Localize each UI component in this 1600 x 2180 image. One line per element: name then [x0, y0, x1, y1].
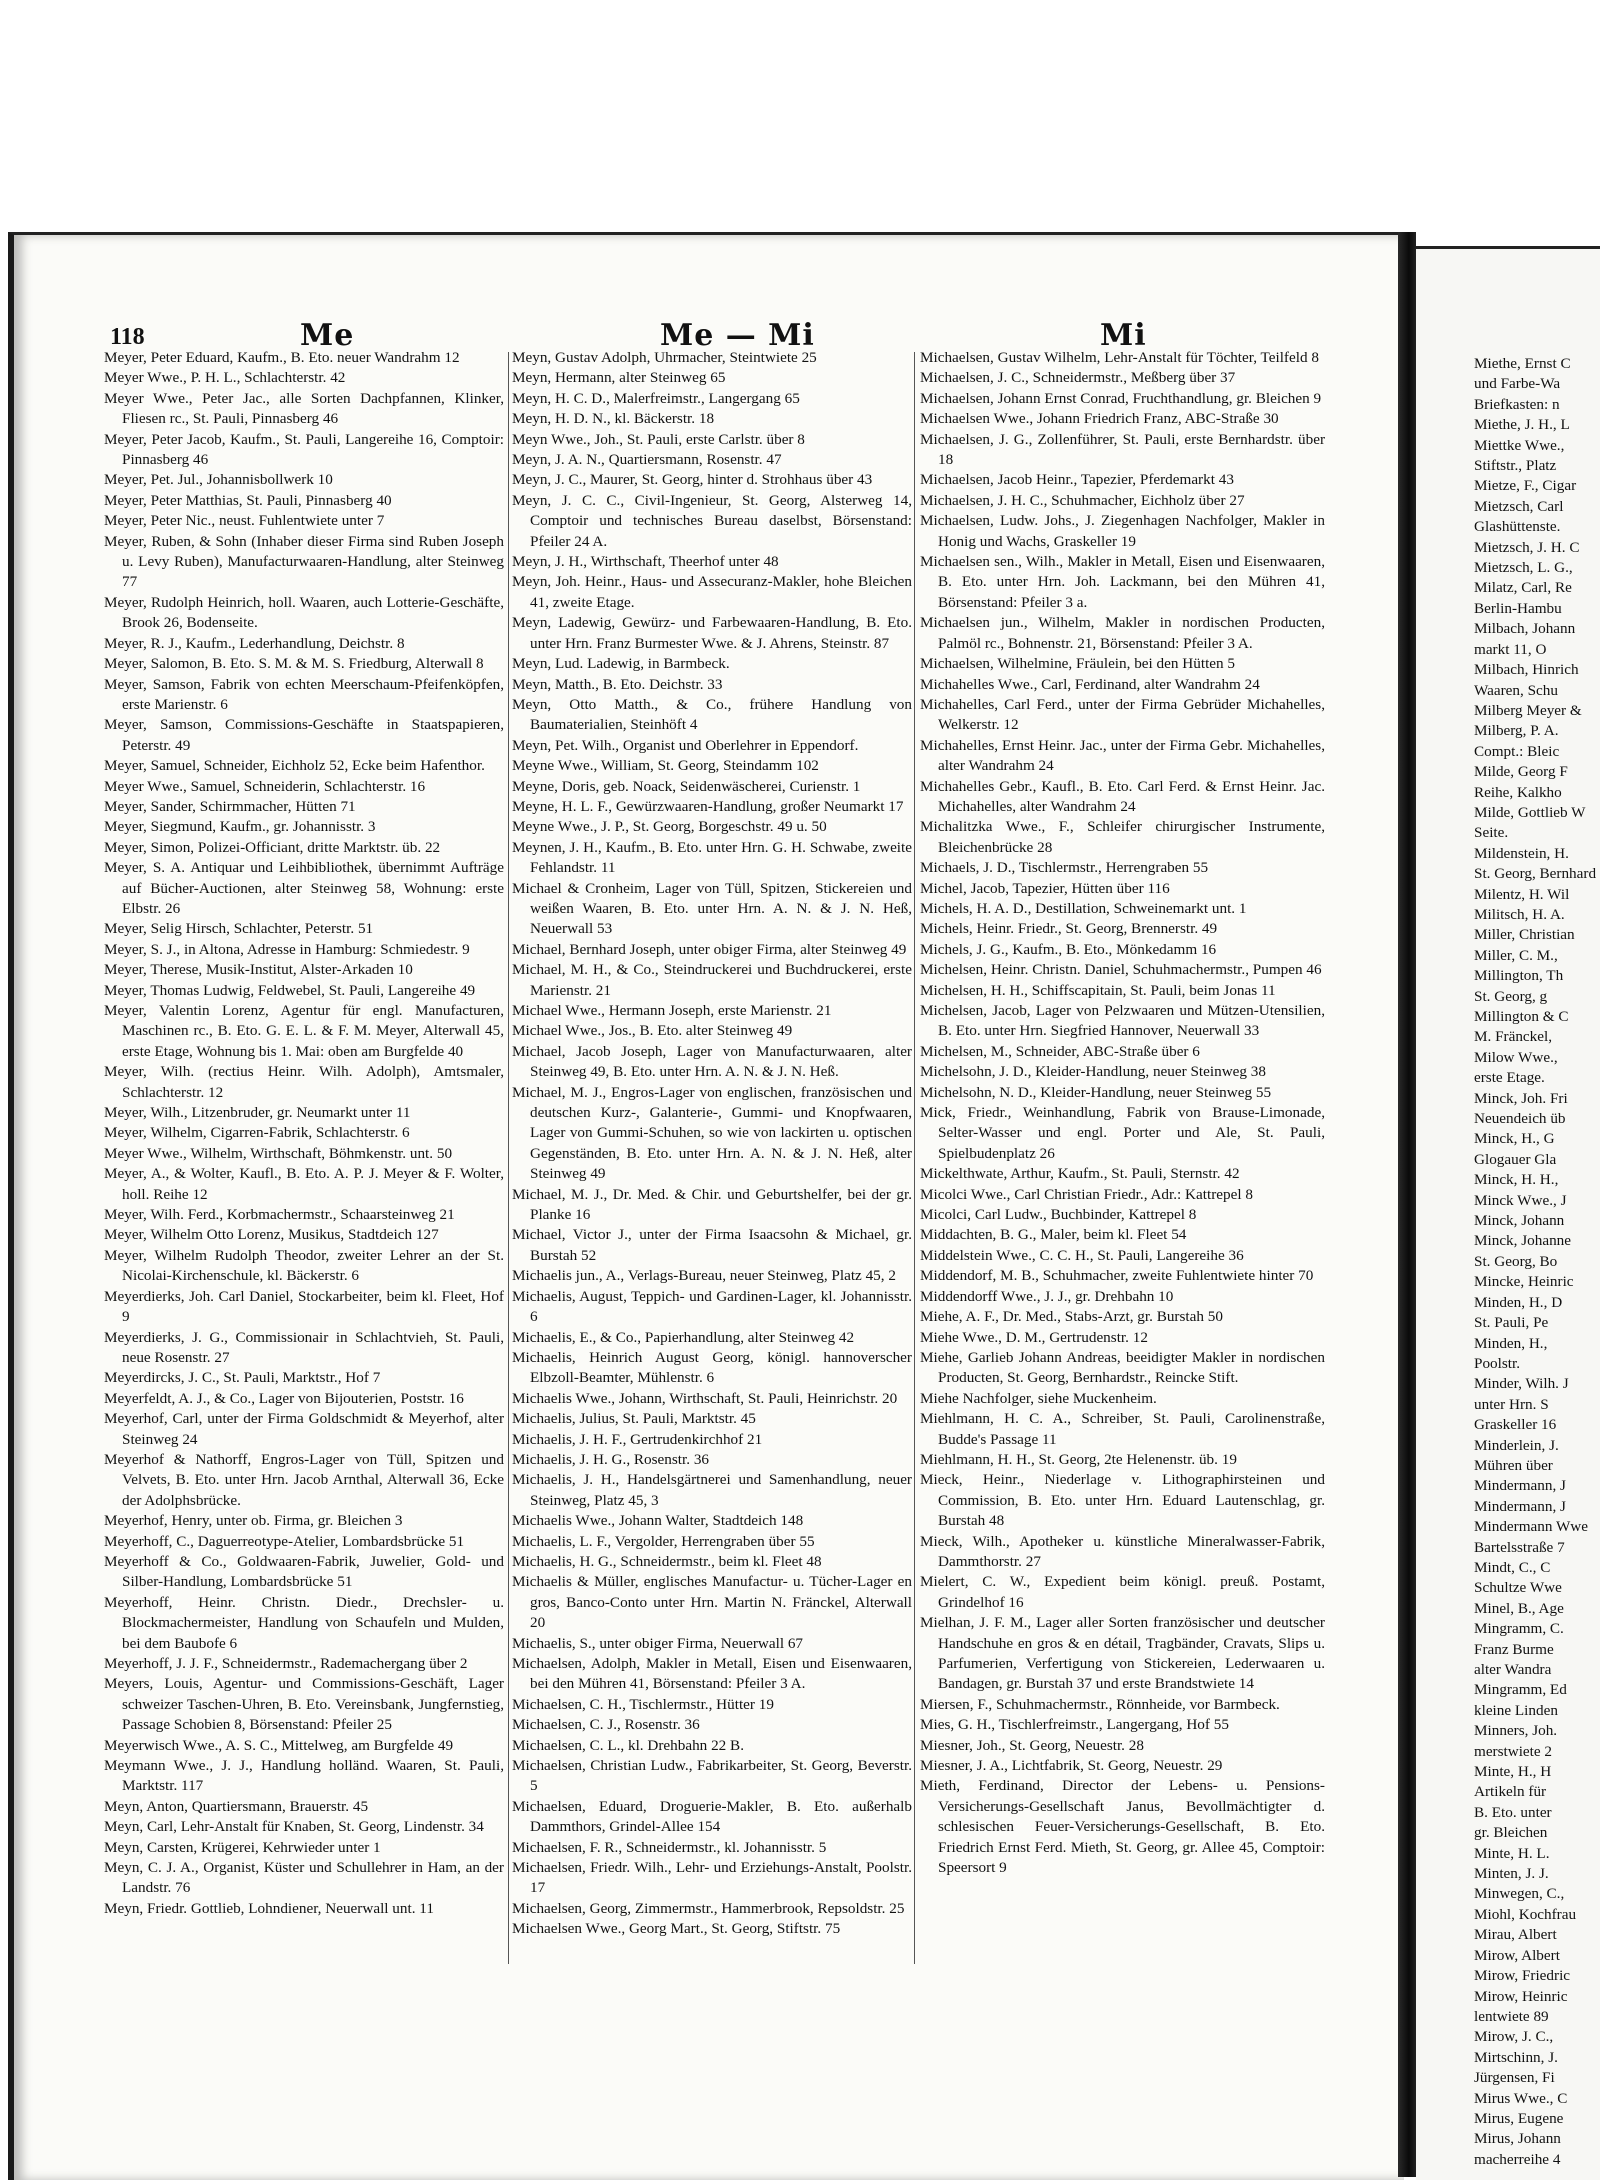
directory-entry: Meyer, Thomas Ludwig, Feldwebel, St. Pauli, Langereihe 49 — [104, 981, 476, 999]
next-page-entry-fragment: Seite. — [1474, 824, 1509, 842]
directory-entry: Meyer, Samuel, Schneider, Eichholz 52, Ecke beim Hafenthor. — [104, 757, 485, 775]
next-page-entry-fragment: Militsch, H. A. — [1474, 905, 1565, 923]
directory-entry: Meyn, Friedr. Gottlieb, Lohndiener, Neuerwall unt. 11 — [104, 1899, 434, 1917]
next-page-entry-fragment: Miohl, Kochfrau — [1474, 1905, 1577, 1923]
next-page-entry-fragment: Miller, Christian — [1474, 926, 1575, 944]
next-page-entry-fragment: Mindermann Wwe — [1474, 1518, 1589, 1536]
directory-entry: Michaelis & Müller, englisches Manufactur- u. Tücher-Lager en gros, Banco-Conto unter Hrn. Martin N. Fränckel, Alterwall 20 — [512, 1573, 912, 1632]
directory-entry: Meyer, Peter Nic., neust. Fuhlentwiete unter 7 — [104, 512, 385, 530]
next-page-entry-fragment: Berlin-Hambu — [1474, 599, 1562, 617]
directory-entry: Meyer, S. A. Antiquar und Leihbibliothek, übernimmt Aufträge auf Bücher-Auctionen, alter Steinweg 58, Wohnung: erste Elbstr. 26 — [104, 859, 504, 917]
next-page-entry-fragment: Schultze Wwe — [1474, 1579, 1562, 1597]
directory-entry: Meyn, J. A. N., Quartiersmann, Rosenstr. 47 — [512, 451, 782, 469]
directory-entry: Michaelis, E., & Co., Papierhandlung, alter Steinweg 42 — [512, 1328, 855, 1346]
next-page-entry-fragment: lentwiete 89 — [1474, 2007, 1549, 2025]
directory-entry: Meyerdierks, Joh. Carl Daniel, Stockarbeiter, beim kl. Fleet, Hof 9 — [104, 1287, 504, 1326]
directory-entry: Michael Wwe., Hermann Joseph, erste Marienstr. 21 — [512, 1002, 832, 1019]
next-page-entry-fragment: Millington, Th — [1474, 967, 1564, 985]
next-page-entry-fragment: Minck, Johanne — [1474, 1232, 1572, 1250]
next-page-entry-fragment: Minners, Joh. — [1474, 1722, 1558, 1740]
next-page-entry-fragment: Mirus, Eugene — [1474, 2109, 1564, 2127]
directory-entry: Meyn, Carsten, Krügerei, Kehrwieder unter 1 — [104, 1838, 381, 1856]
directory-entry: Meyerhof & Nathorff, Engros-Lager von Tüll, Spitzen und Velvets, B. Eto. unter Hrn. Jacob Arnthal, Alterwall 36, Ecke der Adolphsbrücke. — [104, 1450, 504, 1509]
directory-entry: Meyerwisch Wwe., A. S. C., Mittelweg, am Burgfelde 49 — [104, 1736, 454, 1754]
next-page-entry-fragment: Milentz, H. Wil — [1474, 885, 1570, 903]
next-page-entry-fragment: Mindermann, J — [1474, 1497, 1566, 1515]
next-page-entry-fragment: Mindt, C., C — [1474, 1558, 1551, 1576]
directory-entry: Miehlmann, H. C. A., Schreiber, St. Pauli, Carolinenstraße, Budde's Passage 11 — [920, 1410, 1325, 1448]
directory-entry: Meyers, Louis, Agentur- und Commissions-Geschäft, Lager schweizer Taschen-Uhren, B. Eto. Vereinsbank, Jungfernstieg, Passage Schobien 8, Börsenstand: Pfeiler 25 — [104, 1675, 504, 1734]
directory-entry: Meyer, Selig Hirsch, Schlachter, Peterstr. 51 — [104, 920, 374, 938]
directory-entry: Michelsen, Heinr. Christn. Daniel, Schuhmachermstr., Pumpen 46 — [920, 961, 1322, 979]
next-page-entry-fragment: kleine Linden — [1474, 1701, 1558, 1719]
directory-entry: Meyer, Pet. Jul., Johannisbollwerk 10 — [104, 471, 333, 489]
next-page-entry-fragment: Mingramm, Ed — [1474, 1681, 1567, 1699]
running-head-left: Me — [300, 318, 355, 353]
directory-entry: Meyn, J. H., Wirthschaft, Theerhof unter 48 — [512, 553, 779, 571]
next-page-entry-fragment: Mingramm, C. — [1474, 1620, 1564, 1638]
directory-entry: Mielert, C. W., Expedient beim königl. preuß. Postamt, Grindelhof 16 — [920, 1573, 1325, 1611]
directory-entry: Meyn, H. D. N., kl. Bäckerstr. 18 — [512, 410, 715, 428]
directory-entry: Michael, Jacob Joseph, Lager von Manufacturwaaren, alter Steinweg 49, B. Eto. unter Hrn. A. N. & J. N. Heß. — [512, 1042, 912, 1081]
next-page-entry-fragment: Miller, C. M., — [1474, 946, 1558, 964]
next-page-entry-fragment: Mietzsch, L. G., — [1474, 559, 1573, 577]
directory-entry: Meyer, Peter Eduard, Kaufm., B. Eto. neuer Wandrahm 12 — [104, 349, 460, 366]
directory-entry: Miehe, A. F., Dr. Med., Stabs-Arzt, gr. Burstah 50 — [920, 1308, 1223, 1326]
directory-entry: Meyer, Wilhelm, Cigarren-Fabrik, Schlachterstr. 6 — [104, 1124, 410, 1142]
directory-entry: Meyn, Pet. Wilh., Organist und Oberlehrer in Eppendorf. — [512, 736, 859, 754]
column-rule — [508, 352, 509, 1964]
directory-entry: Meyer, S. J., in Altona, Adresse in Hamburg: Schmiedestr. 9 — [104, 940, 470, 958]
next-page-entry-fragment: und Farbe-Wa — [1474, 375, 1561, 393]
directory-entry: Mick, Friedr., Weinhandlung, Fabrik von Brause-Limonade, Selter-Wasser und engl. Porter und Ale, St. Pauli, Spielbudenplatz 26 — [920, 1104, 1325, 1162]
directory-entry: Michaelis, J. H. F., Gertrudenkirchhof 21 — [512, 1430, 763, 1448]
directory-entry: Meymann Wwe., J. J., Handlung holländ. Waaren, St. Pauli, Marktstr. 117 — [104, 1757, 504, 1795]
next-page-entry-fragment: Milberg, P. A. — [1474, 722, 1559, 740]
next-page-entry-fragment: M. Fränckel, — [1474, 1028, 1553, 1046]
directory-entry: Michaelsen, F. R., Schneidermstr., kl. Johannisstr. 5 — [512, 1838, 827, 1856]
directory-entry: Mieth, Ferdinand, Director der Lebens- u. Pensions-Versicherungs-Gesellschaft Janus, Bevollmächtigter d. schlesischen Feuer-Versicherungs-Gesellschaft, B. Eto. Friedrich Ernst Ferd. Mieth, St. Georg, gr. Allee 45, Comptoir: Speersort 9 — [920, 1777, 1325, 1877]
next-page-entry-fragment: Mildenstein, H. — [1474, 844, 1569, 862]
directory-entry: Michaelsen, J. H. C., Schuhmacher, Eichholz über 27 — [920, 491, 1245, 509]
next-page-entry-fragment: Minte, H., H — [1474, 1763, 1552, 1781]
next-page-entry-fragment: Franz Burme — [1474, 1640, 1554, 1658]
directory-entry: Meyerhoff, C., Daguerreotype-Atelier, Lombardsbrücke 51 — [104, 1532, 465, 1550]
directory-entry: Michahelles, Carl Ferd., unter der Firma Gebrüder Michahelles, Welkerstr. 12 — [920, 695, 1325, 734]
directory-entry: Michael & Cronheim, Lager von Tüll, Spitzen, Stickereien und weißen Waaren, B. Eto. unter Hrn. A. N. & J. N. Heß, Neuerwall 53 — [512, 879, 912, 938]
directory-entry: Meyer Wwe., Wilhelm, Wirthschaft, Böhmkenstr. unt. 50 — [104, 1144, 453, 1162]
next-page-entry-fragment: Minden, H., D — [1474, 1293, 1563, 1311]
book-gutter — [1398, 232, 1416, 2177]
next-page-entry-fragment: Minck, Johann — [1474, 1212, 1565, 1230]
directory-entry: Michaelis, J. H. G., Rosenstr. 36 — [512, 1450, 710, 1468]
next-page-entry-fragment: Millington & C — [1474, 1008, 1569, 1025]
directory-entry: Meyer, Wilhelm Rudolph Theodor, zweiter Lehrer an der St. Nicolai-Kirchenschule, kl. Bäckerstr. 6 — [104, 1246, 504, 1285]
next-page-entry-fragment: Minte, H. L. — [1474, 1844, 1550, 1862]
directory-entry: Middelstein Wwe., C. C. H., St. Pauli, Langereihe 36 — [920, 1246, 1244, 1264]
next-page-entry-fragment: Milberg Meyer & — [1474, 701, 1582, 719]
directory-entry: Meyer, R. J., Kaufm., Lederhandlung, Deichstr. 8 — [104, 634, 405, 652]
next-page-entry-fragment: Stiftstr., Platz — [1474, 457, 1557, 475]
directory-column-1 — [104, 348, 504, 1919]
directory-entry: Meyerfeldt, A. J., & Co., Lager von Bijouterien, Poststr. 16 — [104, 1389, 464, 1407]
directory-entry: Michaelsen Wwe., Georg Mart., St. Georg, Stiftstr. 75 — [512, 1920, 841, 1938]
directory-entry: Meyer, Wilh. Ferd., Korbmachermstr., Schaarsteinweg 21 — [104, 1206, 455, 1224]
directory-entry: Michaelis, S., unter obiger Firma, Neuerwall 67 — [512, 1634, 804, 1652]
next-page-entry-fragment: Compt.: Bleic — [1474, 742, 1560, 760]
directory-entry: Meyerhoff, Heinr. Christn. Diedr., Drechsler- u. Blockmachermeister, Handlung von Schaufeln und Mulden, bei dem Baubofe 6 — [104, 1593, 504, 1652]
directory-entry: Michaelsen, C. J., Rosenstr. 36 — [512, 1716, 700, 1734]
directory-entry: Meyn, J. C., Maurer, St. Georg, hinter d. Strohhaus über 43 — [512, 471, 873, 489]
directory-entry: Middachten, B. G., Maler, beim kl. Fleet 54 — [920, 1226, 1187, 1244]
next-page-entry-fragment: Minck, H. H., — [1474, 1171, 1559, 1189]
directory-entry: Michaelsen, Johann Ernst Conrad, Fruchthandlung, gr. Bleichen 9 — [920, 389, 1322, 407]
directory-entry: Meyn, H. C. D., Malerfreimstr., Langergang 65 — [512, 389, 800, 407]
next-page-entry-fragment: Miethe, J. H., L — [1474, 416, 1570, 434]
directory-entry: Michaelsen, Adolph, Makler in Metall, Eisen und Eisenwaaren, bei den Mühren 41, Börsenstand: Pfeiler 3 A. — [512, 1655, 912, 1693]
directory-entry: Meyer, Rudolph Heinrich, holl. Waaren, auch Lotterie-Geschäfte, Brook 26, Bodenseite. — [104, 593, 504, 632]
directory-entry: Michaels, J. D., Tischlermstr., Herrengraben 55 — [920, 859, 1209, 877]
directory-entry: Miehe, Garlieb Johann Andreas, beeidigter Makler in nordischen Producten, St. Georg, Bernhardstr., Reincke Stift. — [920, 1348, 1325, 1387]
directory-entry: Miesner, Joh., St. Georg, Neuestr. 28 — [920, 1736, 1144, 1754]
directory-entry: Michael Wwe., Jos., B. Eto. alter Steinweg 49 — [512, 1022, 793, 1040]
next-page-entry-fragment: Miethe, Ernst C — [1474, 355, 1571, 372]
directory-entry: Michaelis, August, Teppich- und Gardinen-Lager, kl. Johannisstr. 6 — [512, 1287, 912, 1326]
next-page-entry-fragment: Glogauer Gla — [1474, 1150, 1557, 1168]
directory-entry: Meynen, J. H., Kaufm., B. Eto. unter Hrn. G. H. Schwabe, zweite Fehlandstr. 11 — [512, 838, 912, 877]
directory-entry: Michael, M. J., Dr. Med. & Chir. und Geburtshelfer, bei der gr. Planke 16 — [512, 1185, 912, 1224]
directory-entry: Meyne, H. L. F., Gewürzwaaren-Handlung, großer Neumarkt 17 — [512, 797, 904, 815]
next-page-entry-fragment: Milde, Gottlieb W — [1474, 803, 1586, 821]
directory-entry: Michaelsen, Georg, Zimmermstr., Hammerbrook, Repsoldstr. 25 — [512, 1899, 905, 1917]
directory-entry: Michaelis, Julius, St. Pauli, Marktstr. 45 — [512, 1410, 756, 1428]
directory-entry: Michalitzka Wwe., F., Schleifer chirurgischer Instrumente, Bleichenbrücke 28 — [920, 818, 1325, 856]
next-page-entry-fragment: Briefkasten: n — [1474, 395, 1560, 413]
next-page-entry-fragment: Mietze, F., Cigar — [1474, 477, 1577, 495]
next-page-edge — [1416, 246, 1600, 2180]
directory-entry: Mieck, Wilh., Apotheker u. künstliche Mineralwasser-Fabrik, Dammthorstr. 27 — [920, 1532, 1325, 1570]
next-page-entry-fragment: markt 11, O — [1474, 640, 1547, 658]
directory-entry: Michaelsen jun., Wilhelm, Makler in nordischen Producten, Palmöl rc., Bohnenstr. 21, Börsenstand: Pfeiler 3 A. — [920, 614, 1325, 652]
directory-entry: Meyer, Samson, Commissions-Geschäfte in Staatspapieren, Peterstr. 49 — [104, 716, 504, 754]
page-number: 118 — [110, 324, 145, 350]
directory-entry: Miehe Nachfolger, siehe Muckenheim. — [920, 1389, 1157, 1407]
next-page-entry-fragment: unter Hrn. S — [1474, 1395, 1549, 1413]
directory-entry: Michelsen, H. H., Schiffscapitain, St. Pauli, beim Jonas 11 — [920, 981, 1276, 999]
directory-entry: Michaelsen, C. L., kl. Drehbahn 22 B. — [512, 1736, 744, 1754]
directory-entry: Meyer Wwe., Samuel, Schneiderin, Schlachterstr. 16 — [104, 777, 426, 795]
directory-entry: Michahelles Wwe., Carl, Ferdinand, alter Wandrahm 24 — [920, 675, 1260, 693]
directory-entry: Meyn, C. J. A., Organist, Küster und Schullehrer in Ham, an der Landstr. 76 — [104, 1859, 504, 1897]
directory-entry: Meyn, Anton, Quartiersmann, Brauerstr. 45 — [104, 1797, 369, 1815]
directory-entry: Meyn, Hermann, alter Steinweg 65 — [512, 369, 726, 387]
running-head-center: Me — Mi — [660, 318, 815, 353]
directory-entry: Middendorf, M. B., Schuhmacher, zweite Fuhlentwiete hinter 70 — [920, 1267, 1314, 1285]
next-page-entry-fragment: Mirow, Friedric — [1474, 1967, 1571, 1985]
directory-entry: Meyn, Ladewig, Gewürz- und Farbewaaren-Handlung, B. Eto. unter Hrn. Franz Burmester Wwe. & J. Ahrens, Steinstr. 87 — [512, 614, 912, 652]
next-page-entry-fragment: Minel, B., Age — [1474, 1599, 1564, 1617]
next-page-entry-fragment: Neuendeich üb — [1474, 1110, 1566, 1128]
next-page-entry-fragment: Mietzsch, Carl — [1474, 497, 1564, 515]
directory-entry: Meyer, Samson, Fabrik von echten Meerschaum-Pfeifenköpfen, erste Marienstr. 6 — [104, 675, 504, 713]
directory-entry: Meyer Wwe., P. H. L., Schlachterstr. 42 — [104, 369, 346, 387]
directory-entry: Meyer, Wilh. (rectius Heinr. Wilh. Adolph), Amtsmaler, Schlachterstr. 12 — [104, 1063, 504, 1101]
scan-background — [0, 0, 1600, 232]
directory-entry: Meyer, Wilh., Litzenbruder, gr. Neumarkt unter 11 — [104, 1104, 411, 1122]
directory-entry: Miehlmann, H. H., St. Georg, 2te Helenenstr. üb. 19 — [920, 1450, 1237, 1468]
directory-entry: Meyer, Valentin Lorenz, Agentur für engl. Manufacturen, Maschinen rc., B. Eto. G. E. L. & F. M. Meyer, Alterwall 45, erste Etage, Wohnung bis 1. Mai: oben am Burgfelde 40 — [104, 1002, 504, 1060]
directory-entry: Michelsohn, J. D., Kleider-Handlung, neuer Steinweg 38 — [920, 1063, 1266, 1081]
directory-entry: Michael, Victor J., unter der Firma Isaacsohn & Michael, gr. Burstah 52 — [512, 1226, 912, 1264]
next-page-entry-fragment: Mirow, Heinric — [1474, 1987, 1568, 2005]
column-rule — [914, 352, 915, 1964]
directory-entry: Michels, Heinr. Friedr., St. Georg, Brennerstr. 49 — [920, 920, 1218, 938]
directory-entry: Micolci Wwe., Carl Christian Friedr., Adr.: Kattrepel 8 — [920, 1185, 1253, 1203]
next-page-entry-fragment: Minder, Wilh. J — [1474, 1375, 1569, 1393]
next-page-entry-fragment: Mirus Wwe., C — [1474, 2089, 1568, 2107]
directory-entry: Michaelis, J. H., Handelsgärtnerei und Samenhandlung, neuer Steinweg, Platz 45, 3 — [512, 1471, 912, 1509]
directory-entry: Miesner, J. A., Lichtfabrik, St. Georg, Neuestr. 29 — [920, 1757, 1223, 1775]
directory-entry: Michaelsen, Christian Ludw., Fabrikarbeiter, St. Georg, Beverstr. 5 — [512, 1757, 912, 1795]
next-page-entry-fragment: Miettke Wwe., — [1474, 436, 1565, 454]
directory-entry: Michaelis Wwe., Johann, Wirthschaft, St. Pauli, Heinrichstr. 20 — [512, 1389, 898, 1407]
directory-entry: Michaelsen, Ludw. Johs., J. Ziegenhagen Nachfolger, Makler in Honig und Wachs, Graskeller 19 — [920, 512, 1325, 550]
next-page-entry-fragment: Poolstr. — [1474, 1354, 1520, 1372]
directory-entry: Meyn, J. C. C., Civil-Ingenieur, St. Georg, Alsterweg 14, Comptoir und technisches Bureau daselbst, Börsenstand: Pfeiler 24 A. — [512, 491, 912, 550]
directory-entry: Michaelsen, Jacob Heinr., Tapezier, Pferdemarkt 43 — [920, 471, 1234, 489]
directory-entry: Mickelthwate, Arthur, Kaufm., St. Pauli, Sternstr. 42 — [920, 1165, 1240, 1183]
directory-entry: Michahelles Gebr., Kaufl., B. Eto. Carl Ferd. & Ernst Heinr. Jac. Michahelles, alter Wandrahm 24 — [920, 777, 1325, 815]
next-page-entry-fragment: St. Pauli, Pe — [1474, 1314, 1549, 1332]
directory-entry: Michels, J. G., Kaufm., B. Eto., Mönkedamm 16 — [920, 940, 1217, 958]
next-page-entry-fragment: Mietzsch, J. H. C — [1474, 538, 1580, 556]
directory-entry: Meyne, Doris, geb. Noack, Seidenwäscherei, Curienstr. 1 — [512, 777, 861, 795]
next-page-entry-fragment: Mindermann, J — [1474, 1477, 1566, 1495]
next-page-column — [1474, 354, 1600, 2170]
directory-entry: Meyerhoff, J. J. F., Schneidermstr., Rademachergang über 2 — [104, 1655, 468, 1672]
next-page-entry-fragment: macherreihe 4 — [1474, 2150, 1561, 2168]
directory-entry: Michaelis, L. F., Vergolder, Herrengraben über 55 — [512, 1532, 815, 1550]
directory-entry: Meyn Wwe., Joh., St. Pauli, erste Carlstr. über 8 — [512, 430, 805, 448]
next-page-entry-fragment: Minck, H., G — [1474, 1130, 1555, 1148]
next-page-entry-fragment: Milatz, Carl, Re — [1474, 579, 1572, 597]
directory-entry: Meyn, Joh. Heinr., Haus- und Assecuranz-Makler, hohe Bleichen 41, zweite Etage. — [512, 573, 912, 611]
directory-entry: Meyer, Wilhelm Otto Lorenz, Musikus, Stadtdeich 127 — [104, 1226, 439, 1244]
directory-entry: Meyerhof, Henry, unter ob. Firma, gr. Bleichen 3 — [104, 1512, 403, 1530]
directory-entry: Michael, M. H., & Co., Steindruckerei und Buchdruckerei, erste Marienstr. 21 — [512, 961, 912, 999]
directory-entry: Michelsohn, N. D., Kleider-Handlung, neuer Steinweg 55 — [920, 1083, 1272, 1101]
directory-entry: Meyn, Carl, Lehr-Anstalt für Knaben, St. Georg, Lindenstr. 34 — [104, 1818, 484, 1836]
directory-entry: Micolci, Carl Ludw., Buchbinder, Kattrepel 8 — [920, 1206, 1197, 1224]
directory-entry: Michels, H. A. D., Destillation, Schweinemarkt unt. 1 — [920, 899, 1247, 917]
next-page-entry-fragment: Minck, Joh. Fri — [1474, 1089, 1568, 1107]
directory-entry: Michaelsen, C. H., Tischlermstr., Hütter 19 — [512, 1695, 774, 1713]
next-page-entry-fragment: Milde, Georg F — [1474, 763, 1568, 781]
next-page-entry-fragment: Waaren, Schu — [1474, 681, 1558, 699]
directory-entry: Meyer, Peter Matthias, St. Pauli, Pinnasberg 40 — [104, 491, 392, 509]
next-page-entry-fragment: Minten, J. J. — [1474, 1865, 1549, 1883]
directory-entry: Michelsen, M., Schneider, ABC-Straße über 6 — [920, 1042, 1200, 1060]
directory-entry: Michaelis jun., A., Verlags-Bureau, neuer Steinweg, Platz 45, 2 — [512, 1267, 896, 1285]
next-page-entry-fragment: Mirow, Albert — [1474, 1946, 1560, 1964]
next-page-entry-fragment: Glashüttenste. — [1474, 518, 1561, 536]
directory-entry: Meyerhof, Carl, unter der Firma Goldschmidt & Meyerhof, alter Steinweg 24 — [104, 1410, 504, 1448]
directory-entry: Michelsen, Jacob, Lager von Pelzwaaren und Mützen-Utensilien, B. Eto. unter Hrn. Siegfried Hannover, Neuerwall 33 — [920, 1002, 1325, 1040]
directory-entry: Middendorff Wwe., J. J., gr. Drehbahn 10 — [920, 1287, 1174, 1305]
directory-entry: Meyer, Sander, Schirmmacher, Hütten 71 — [104, 797, 356, 815]
next-page-entry-fragment: Mirau, Albert — [1474, 1926, 1557, 1944]
directory-entry: Meyer, Therese, Musik-Institut, Alster-Arkaden 10 — [104, 961, 413, 979]
next-page-entry-fragment: Minden, H., — [1474, 1334, 1548, 1352]
directory-entry: Michaelsen, Friedr. Wilh., Lehr- und Erziehungs-Anstalt, Poolstr. 17 — [512, 1859, 912, 1897]
running-head-right: Mi — [1100, 318, 1147, 353]
directory-column-2 — [512, 348, 912, 1940]
next-page-entry-fragment: B. Eto. unter — [1474, 1803, 1552, 1821]
directory-entry: Meyer, A., & Wolter, Kaufl., B. Eto. A. P. J. Meyer & F. Wolter, holl. Reihe 12 — [104, 1165, 504, 1203]
directory-entry: Michaelsen, J. C., Schneidermstr., Meßberg über 37 — [920, 369, 1236, 387]
directory-entry: Michaelsen, Wilhelmine, Fräulein, bei den Hütten 5 — [920, 655, 1236, 673]
next-page-entry-fragment: merstwiete 2 — [1474, 1742, 1553, 1760]
directory-entry: Meyn, Otto Matth., & Co., frühere Handlung von Baumaterialien, Steinhöft 4 — [512, 695, 912, 734]
directory-entry: Michel, Jacob, Tapezier, Hütten über 116 — [920, 879, 1170, 897]
directory-entry: Michaelsen, Gustav Wilhelm, Lehr-Anstalt für Töchter, Teilfeld 8 — [920, 349, 1319, 366]
directory-column-3 — [920, 348, 1325, 1878]
next-page-entry-fragment: Mirtschinn, J. — [1474, 2048, 1558, 2066]
next-page-entry-fragment: St. Georg, g — [1474, 987, 1548, 1005]
next-page-entry-fragment: Artikeln für — [1474, 1783, 1547, 1801]
directory-entry: Meyn, Matth., B. Eto. Deichstr. 33 — [512, 675, 723, 693]
directory-entry: Michaelis Wwe., Johann Walter, Stadtdeich 148 — [512, 1512, 804, 1530]
next-page-entry-fragment: Jürgensen, Fi — [1474, 2069, 1555, 2087]
directory-entry: Meyer, Peter Jacob, Kaufm., St. Pauli, Langereihe 16, Comptoir: Pinnasberg 46 — [104, 430, 504, 469]
directory-entry: Meyerdircks, J. C., St. Pauli, Marktstr., Hof 7 — [104, 1369, 381, 1387]
next-page-entry-fragment: Minwegen, C., — [1474, 1885, 1565, 1903]
directory-entry: Michaelsen Wwe., Johann Friedrich Franz, ABC-Straße 30 — [920, 410, 1279, 428]
directory-entry: Michaelis, H. G., Schneidermstr., beim kl. Fleet 48 — [512, 1552, 822, 1570]
directory-entry: Miehe Wwe., D. M., Gertrudenstr. 12 — [920, 1328, 1148, 1346]
next-page-entry-fragment: erste Etage. — [1474, 1069, 1545, 1087]
next-page-entry-fragment: alter Wandra — [1474, 1661, 1552, 1678]
next-page-entry-fragment: Mirus, Johann — [1474, 2130, 1561, 2148]
directory-entry: Meyer, Siegmund, Kaufm., gr. Johannisstr. 3 — [104, 818, 376, 836]
directory-entry: Meyn, Gustav Adolph, Uhrmacher, Steintwiete 25 — [512, 349, 817, 366]
next-page-entry-fragment: Bartelsstraße 7 — [1474, 1538, 1565, 1556]
directory-entry: Mielhan, J. F. M., Lager aller Sorten französischer und deutscher Handschuhe en gros & en détail, Tragbänder, Cravats, Slips u. Parfumerien, Verfertigung von Stickereien, Lederwaaren u. Bandagen, gr. Burstah 37 und erste Brandstwiete 14 — [920, 1614, 1325, 1693]
directory-entry: Meyn, Lud. Ladewig, in Barmbeck. — [512, 655, 730, 673]
directory-entry: Meyer, Simon, Polizei-Officiant, dritte Marktstr. üb. 22 — [104, 838, 441, 856]
next-page-entry-fragment: Mirow, J. C., — [1474, 2028, 1554, 2046]
directory-entry: Meyer, Ruben, & Sohn (Inhaber dieser Firma sind Ruben Joseph u. Levy Ruben), Manufacturwaaren-Handlung, alter Steinweg 77 — [104, 532, 504, 591]
directory-entry: Meyerhoff & Co., Goldwaaren-Fabrik, Juwelier, Gold- und Silber-Handlung, Lombardsbrücke 51 — [104, 1552, 504, 1591]
next-page-entry-fragment: Minck Wwe., J — [1474, 1191, 1567, 1209]
directory-entry: Michaelis, Heinrich August Georg, königl. hannoverscher Elbzoll-Beamter, Mühlenstr. 6 — [512, 1348, 912, 1387]
directory-entry: Miersen, F., Schuhmachermstr., Rönnheide, vor Barmbeck. — [920, 1695, 1280, 1713]
directory-entry: Michahelles, Ernst Heinr. Jac., unter der Firma Gebr. Michahelles, alter Wandrahm 24 — [920, 736, 1325, 775]
next-page-entry-fragment: Minderlein, J. — [1474, 1436, 1559, 1454]
directory-entry: Michael, Bernhard Joseph, unter obiger Firma, alter Steinweg 49 — [512, 940, 907, 958]
next-page-entry-fragment: Reihe, Kalkho — [1474, 783, 1562, 801]
directory-entry: Michael, M. J., Engros-Lager von englischen, französischen und deutschen Kurz-, Galanterie-, Gummi- und Knopfwaaren, Lager von Gummi-Schuhen, so wie von lackirten u. optischen Gegenständen, B. Eto. unter Hrn. A. N. & J. N. Heß, alter Steinweg 49 — [512, 1083, 912, 1183]
next-page-entry-fragment: Milow Wwe., — [1474, 1048, 1558, 1066]
next-page-entry-fragment: Mincke, Heinric — [1474, 1273, 1574, 1291]
next-page-entry-fragment: St. Georg, Bo — [1474, 1252, 1558, 1270]
next-page-entry-fragment: Milbach, Johann — [1474, 620, 1576, 638]
directory-entry: Mies, G. H., Tischlerfreimstr., Langergang, Hof 55 — [920, 1716, 1229, 1734]
directory-entry: Michaelsen, Eduard, Droguerie-Makler, B. Eto. außerhalb Dammthors, Grindel-Allee 154 — [512, 1797, 912, 1836]
directory-entry: Meyer Wwe., Peter Jac., alle Sorten Dachpfannen, Klinker, Fliesen rc., St. Pauli, Pinnasberg 46 — [104, 389, 504, 428]
next-page-entry-fragment: gr. Bleichen — [1474, 1824, 1548, 1842]
directory-entry: Meyne Wwe., J. P., St. Georg, Borgeschstr. 49 u. 50 — [512, 818, 827, 836]
directory-entry: Mieck, Heinr., Niederlage v. Lithographirsteinen und Commission, B. Eto. unter Hrn. Eduard Lautenschlag, gr. Burstah 48 — [920, 1471, 1325, 1530]
next-page-entry-fragment: Mühren über — [1474, 1456, 1553, 1474]
directory-entry: Meyerdierks, J. G., Commissionair in Schlachtvieh, St. Pauli, neue Rosenstr. 27 — [104, 1328, 504, 1366]
directory-entry: Michaelsen sen., Wilh., Makler in Metall, Eisen und Eisenwaaren, B. Eto. unter Hrn. Joh. Lackmann, bei den Mühren 41, Börsenstand: Pfeiler 3 a. — [920, 553, 1325, 611]
directory-entry: Meyne Wwe., William, St. Georg, Steindamm 102 — [512, 757, 819, 775]
next-page-entry-fragment: St. Georg, Bernhard — [1474, 865, 1597, 883]
directory-entry: Meyer, Salomon, B. Eto. S. M. & M. S. Friedburg, Alterwall 8 — [104, 655, 484, 673]
directory-entry: Michaelsen, J. G., Zollenführer, St. Pauli, erste Bernhardstr. über 18 — [920, 430, 1325, 469]
next-page-entry-fragment: Milbach, Hinrich — [1474, 661, 1579, 679]
next-page-entry-fragment: Graskeller 16 — [1474, 1416, 1557, 1434]
